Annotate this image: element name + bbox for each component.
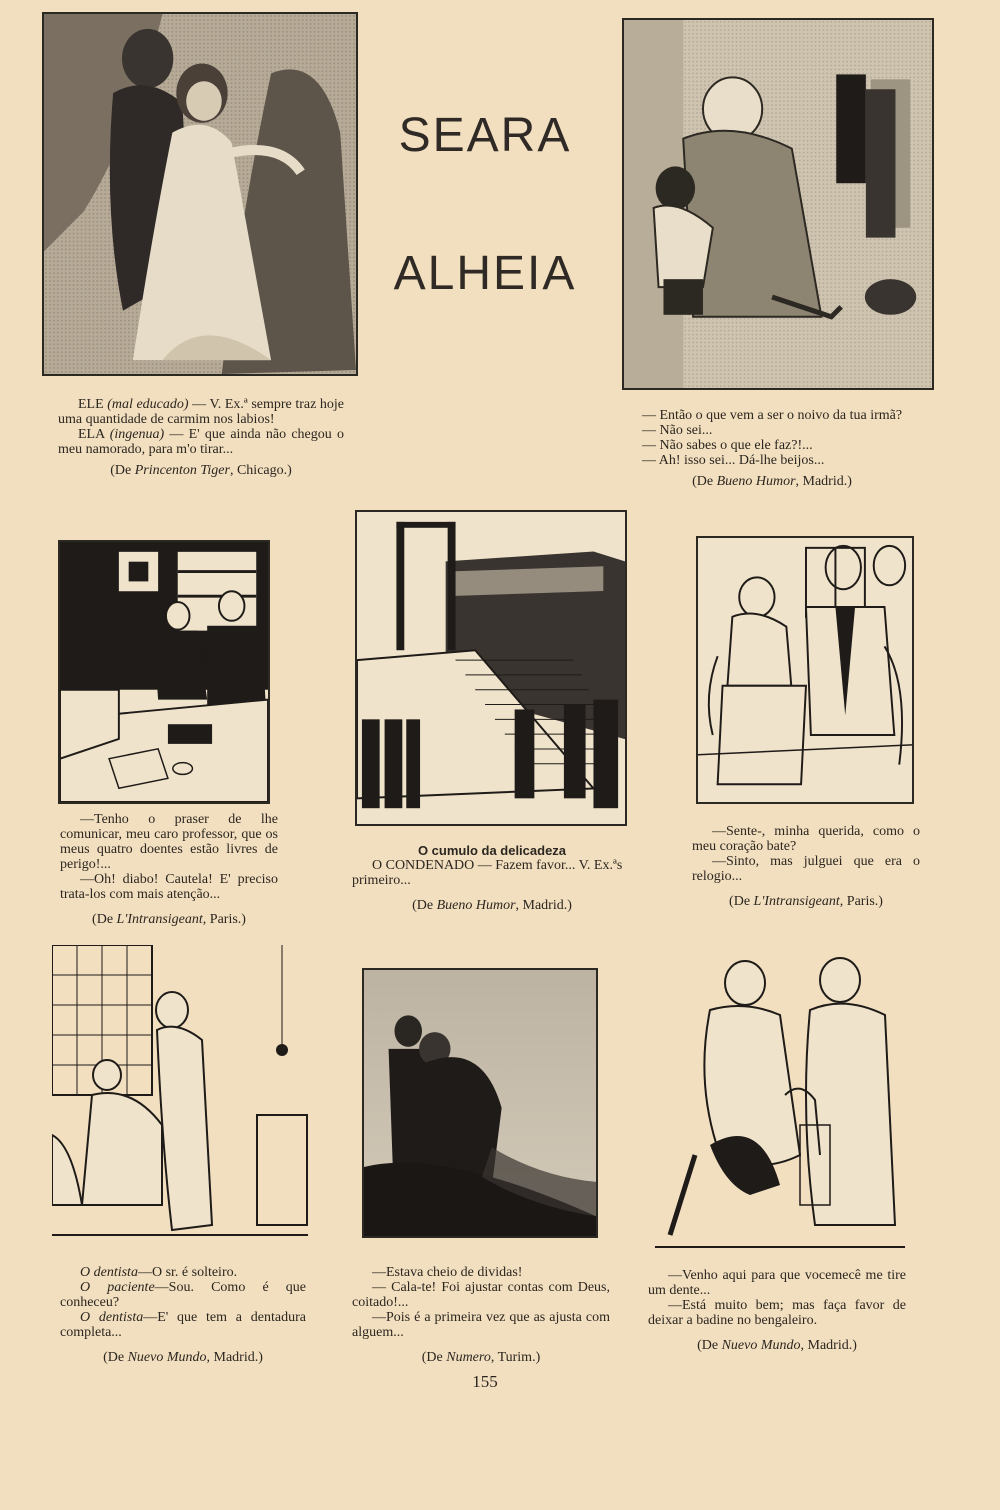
guillotine-illustration xyxy=(355,510,627,826)
dentist-illustration xyxy=(52,945,308,1251)
cane-illustration xyxy=(650,955,912,1253)
dance-illustration xyxy=(42,12,358,376)
page-title-line1: SEARA xyxy=(398,109,572,162)
dialogue-line: — Ah! isso sei... Dá-lhe beijos... xyxy=(642,453,825,468)
source-credit: (De Numero, Turim.) xyxy=(421,1350,541,1365)
dialogue-line: —Venho aqui para que vocemecê me tire um dente... xyxy=(648,1268,906,1298)
dialogue-line: —Oh! diabo! Cautela! E' preciso trata-los com mais atenção... xyxy=(60,872,278,902)
speaker-label: O dentista xyxy=(80,1265,138,1280)
source-credit: (De Bueno Humor, Madrid.) xyxy=(412,898,572,913)
dialogue-line: —Está muito bem; mas faça favor de deixar a badine no bengaleiro. xyxy=(648,1298,906,1328)
source-credit: (De Nuevo Mundo, Madrid.) xyxy=(103,1350,263,1365)
debts-caption xyxy=(352,1265,610,1365)
source-credit: (De Bueno Humor, Madrid.) xyxy=(692,474,852,489)
debts-illustration xyxy=(362,968,598,1238)
professor-caption xyxy=(60,812,278,927)
heart-illustration xyxy=(696,536,914,804)
professor-illustration xyxy=(58,540,270,804)
speaker-label: ELE xyxy=(78,397,104,412)
source-credit: (De Princenton Tiger, Chicago.) xyxy=(110,463,292,478)
page-title-line2: ALHEIA xyxy=(393,247,577,300)
dialogue-line: —Sente-, minha querida, como o meu coração bate? xyxy=(692,824,920,854)
dance-caption xyxy=(58,397,344,478)
dialogue-line: — Não sei... xyxy=(642,423,713,438)
dialogue-line: — E' que ainda não chegou o meu namorado, para m'o tirar... xyxy=(58,427,344,457)
fiance-illustration xyxy=(622,18,934,390)
dialogue-line: O CONDENADO — Fazem favor... V. Ex.ªs primeiro... xyxy=(352,858,623,888)
dialogue-line: —E' que tem a dentadura completa... xyxy=(60,1310,306,1340)
dialogue-line: —Sou. Como é que conheceu? xyxy=(60,1280,306,1310)
speaker-label: O dentista xyxy=(80,1310,144,1325)
heart-caption xyxy=(692,824,920,909)
dialogue-line: — Não sabes o que ele faz?!... xyxy=(642,438,813,453)
speaker-label: ELA xyxy=(78,427,105,442)
dialogue-line: —Tenho o praser de lhe comunicar, meu caro professor, que os meus quatro doentes estão livres de perigo!... xyxy=(60,812,278,872)
dialogue-line: —O sr. é solteiro. xyxy=(137,1265,238,1280)
source-credit: (De L'Intransigeant, Paris.) xyxy=(729,894,883,909)
dialogue-line: — V. Ex.ª sempre traz hoje uma quantidade de carmim nos labios! xyxy=(58,397,344,427)
speaker-note: (ingenua) xyxy=(109,427,165,442)
cane-caption xyxy=(648,1268,906,1353)
dentist-caption xyxy=(60,1265,306,1365)
dialogue-line: —Sinto, mas julguei que era o relogio... xyxy=(692,854,920,884)
guillotine-caption xyxy=(352,843,632,913)
dialogue-line: —Estava cheio de dividas! xyxy=(372,1265,523,1280)
speaker-label: O paciente xyxy=(80,1280,155,1295)
source-credit: (De Nuevo Mundo, Madrid.) xyxy=(697,1338,857,1353)
source-credit: (De L'Intransigeant, Paris.) xyxy=(92,912,246,927)
dialogue-line: —Pois é a primeira vez que as ajusta com alguem... xyxy=(352,1310,610,1340)
dialogue-line: — Então o que vem a ser o noivo da tua irmã? xyxy=(642,408,903,423)
dialogue-line: — Cala-te! Foi ajustar contas com Deus, coitado!... xyxy=(352,1280,610,1310)
page-number: 155 xyxy=(472,1372,498,1391)
cartoon-heading: O cumulo da delicadeza xyxy=(417,843,567,858)
fiance-caption xyxy=(622,408,922,489)
speaker-note: (mal educado) xyxy=(107,397,189,412)
